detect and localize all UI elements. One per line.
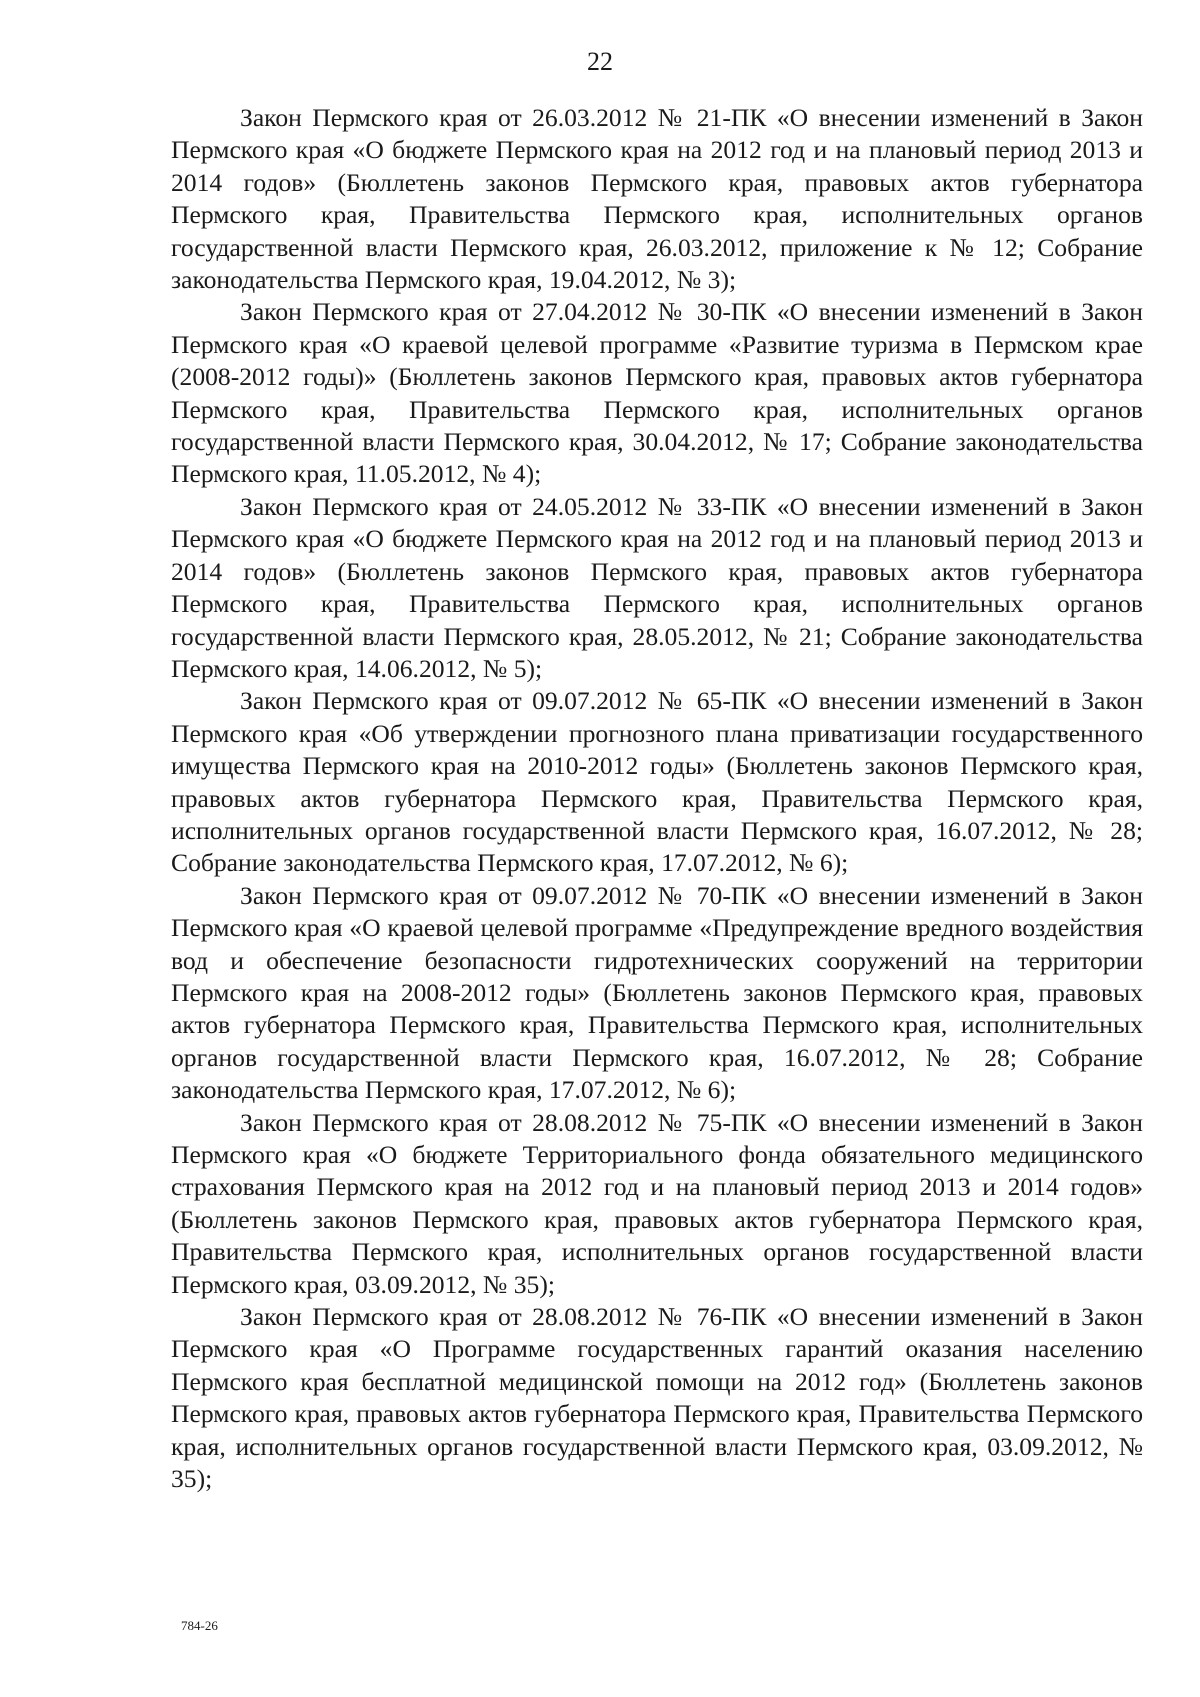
law-paragraph-6: Закон Пермского края от 28.08.2012 № 75-ПК «О внесении изменений в Закон Пермского края «О бюджете Территориального фонда обязательного медицинского страхования Пермского края на 2012 год и на плановый период 2013 и 2014 годов» (Бюллетень законов Пермского края, правовых актов губернатора Пермского края, Правительства Пермского края, исполнительных органов государственной власти Пермского края, 03.09.2012, № 35); — [171, 1107, 1143, 1299]
law-paragraph-3: Закон Пермского края от 24.05.2012 № 33-ПК «О внесении изменений в Закон Пермского края «О бюджете Пермского края на 2012 год и на плановый период 2013 и 2014 годов» (Бюллетень законов Пермского края, правовых актов губернатора Пермского края, Правительства Пермского края, исполнительных органов государственной власти Пермского края, 28.05.2012, № 21; Собрание законодательства Пермского края, 14.06.2012, № 5); — [171, 491, 1143, 683]
document-code: 784-26 — [181, 1618, 218, 1633]
law-paragraph-7: Закон Пермского края от 28.08.2012 № 76-ПК «О внесении изменений в Закон Пермского края «О Программе государственных гарантий оказания населению Пермского края бесплатной медицинской помощи на 2012 год» (Бюллетень законов Пермского края, правовых актов губернатора Пермского края, Правительства Пермского края, исполнительных органов государственной власти Пермского края, 03.09.2012, № 35); — [171, 1302, 1143, 1494]
document-body — [171, 102, 1143, 1495]
law-paragraph-2: Закон Пермского края от 27.04.2012 № 30-ПК «О внесении изменений в Закон Пермского края «О краевой целевой программе «Развитие туризма в Пермском крае (2008-2012 годы)» (Бюллетень законов Пермского края, правовых актов губернатора Пермского края, Правительства Пермского края, исполнительных органов государственной власти Пермского края, 30.04.2012, № 17; Собрание законодательства Пермского края, 11.05.2012, № 4); — [171, 297, 1143, 489]
law-paragraph-5: Закон Пермского края от 09.07.2012 № 70-ПК «О внесении изменений в Закон Пермского края «О краевой целевой программе «Предупреждение вредного воздействия вод и обеспечение безопасности гидротехнических сооружений на территории Пермского края на 2008-2012 годы» (Бюллетень законов Пермского края, правовых актов губернатора Пермского края, Правительства Пермского края, исполнительных органов государственной власти Пермского края, 16.07.2012, № 28; Собрание законодательства Пермского края, 17.07.2012, № 6); — [171, 880, 1143, 1105]
law-paragraph-1: Закон Пермского края от 26.03.2012 № 21-ПК «О внесении изменений в Закон Пермского края «О бюджете Пермского края на 2012 год и на плановый период 2013 и 2014 годов» (Бюллетень законов Пермского края, правовых актов губернатора Пермского края, Правительства Пермского края, исполнительных органов государственной власти Пермского края, 26.03.2012, приложение к № 12; Собрание законодательства Пермского края, 19.04.2012, № 3); — [171, 103, 1143, 295]
law-paragraph-4: Закон Пермского края от 09.07.2012 № 65-ПК «О внесении изменений в Закон Пермского края «Об утверждении прогнозного плана приватизации государственного имущества Пермского края на 2010-2012 годы» (Бюллетень законов Пермского края, правовых актов губернатора Пермского края, Правительства Пермского края, исполнительных органов государственной власти Пермского края, 16.07.2012, № 28; Собрание законодательства Пермского края, 17.07.2012, № 6); — [171, 686, 1143, 878]
page-number: 22 — [587, 47, 613, 76]
